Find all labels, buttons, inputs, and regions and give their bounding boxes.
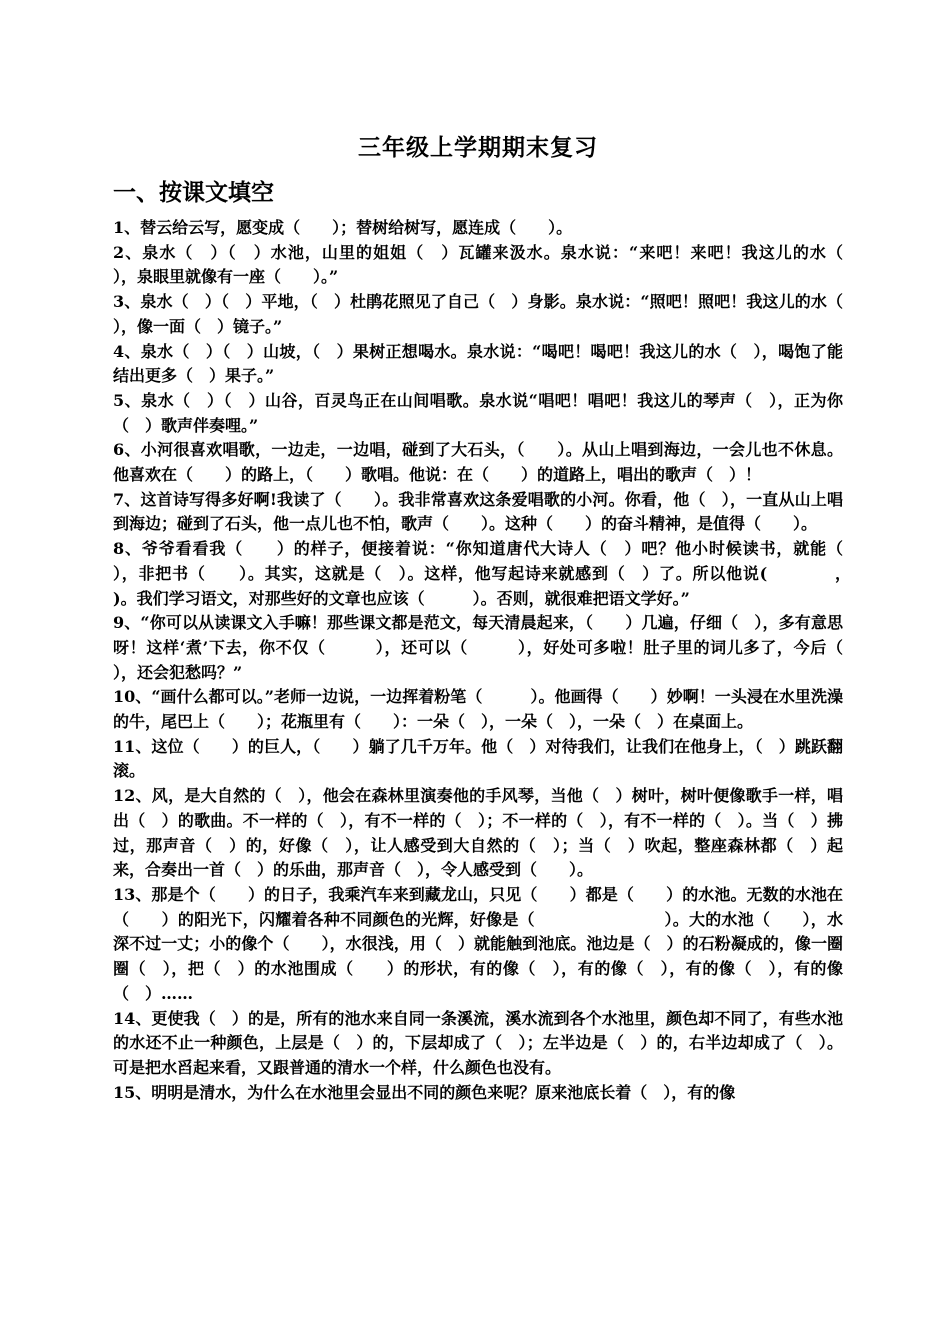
question-item: 2、泉水（ ）（ ）水池，山里的姐姐（ ）瓦罐来汲水。泉水说：“来吧！来吧！我这儿的水（ ），泉眼里就像有一座（ ）。”	[113, 242, 876, 287]
question-item: 9、“你可以从读课文入手嘛！那些课文都是范文，每天清晨起来，（ ）几遍，仔细（ ），多有意思呀！这样‘煮’下去，你不仅（ ），还可以（ ），好处可多啦！肚子里的词儿多了，今后（ ），还会犯愁吗？”	[113, 613, 876, 682]
section-heading: 一、按课文填空	[113, 179, 274, 206]
document-page	[113, 128, 940, 1105]
question-item: 13、那是个（ ）的日子，我乘汽车来到藏龙山，只见（ ）都是（ ）的水池。无数的水池在（ ）的阳光下，闪耀着各种不同颜色的光辉，好像是（ ）。大的水池（ ），水深不过一丈；小的像个（ ），水很浅，用（ ）就能触到池底。池边是（ ）的石粉凝成的，像一圈圈（ ），把（ ）的水池围成（ ）的形状，有的像（ ），有的像（ ），有的像（ ），有的像（ ）……	[113, 884, 843, 1003]
fill-in-question-list	[113, 216, 940, 1105]
question-item: 5、泉水（ ）（ ）山谷，百灵鸟正在山间唱歌。泉水说“唱吧！唱吧！我这儿的琴声（ ），正为你（ ）歌声伴奏哩。”	[113, 390, 843, 435]
question-item: 4、泉水（ ）（ ）山坡，（ ）果树正想喝水。泉水说：“喝吧！喝吧！我这儿的水（ ），喝饱了能结出更多（ ）果子。”	[113, 341, 843, 386]
question-item: 1、替云给云写，愿变成（ ）；替树给树写，愿连成（ ）。	[113, 218, 573, 237]
question-item: 14、更使我（ ）的是，所有的池水来自同一条溪流，溪水流到各个水池里，颜色却不同了，有些水池的水还不止一种颜色，上层是（ ）的，下层却成了（ ）；左半边是（ ）的，右半边却成了（ ）。可是把水舀起来看，又跟普通的清水一个样，什么颜色也没有。	[113, 1008, 843, 1077]
question-item: 15、明明是清水，为什么在水池里会显出不同的颜色来呢？原来池底长着（ ），有的像	[113, 1082, 736, 1102]
question-item: 3、泉水（ ）（ ）平地，（ ）杜鹃花照见了自己（ ）身影。泉水说：“照吧！照吧！我这儿的水（ ），像一面（ ）镜子。”	[113, 292, 876, 336]
document-title: 三年级上学期期末复习	[358, 134, 598, 161]
question-item: 8、爷爷看看我（ ）的样子，便接着说：“你知道唐代大诗人（ ）吧？他小时候读书，就能（ ），非把书（ ）。其实，这就是（ ）。这样，他写起诗来就感到（ ）了。所以他说( ， )。我们学习语文，对那些好的文章也应该（ ）。否则，就很难把语文学好。”	[113, 539, 940, 608]
question-item: 10、“画什么都可以。”老师一边说，一边挥着粉笔（ ）。他画得（ ）妙啊！一头浸在水里洗澡的牛，尾巴上（ ）；花瓶里有（ ）：一朵（ ），一朵（ ），一朵（ ）在桌面上。	[113, 687, 843, 732]
question-item: 7、这首诗写得多好啊!我读了（ ）。我非常喜欢这条爱唱歌的小河。你看，他（ ），一直从山上唱到海边；碰到了石头，他一点儿也不怕，歌声（ ）。这种（ ）的奋斗精神，是值得（ ）。	[113, 489, 843, 534]
question-item: 12、风，是大自然的（ ），他会在森林里演奏他的手风琴，当他（ ）树叶，树叶便像歌手一样，唱出（ ）的歌曲。不一样的（ ），有不一样的（ ）；不一样的（ ），有不一样的（ ）。当（ ）拂过，那声音（ ）的，好像（ ），让人感受到大自然的（ ）；当（ ）吹起，整座森林都（ ）起来，合奏出一首（ ）的乐曲，那声音（ ），令人感受到（ ）。	[113, 786, 843, 880]
question-item: 11、这位（ ）的巨人，（ ）躺了几千万年。他（ ）对待我们，让我们在他身上，（ ）跳跃翻滚。	[113, 736, 843, 781]
question-item: 6、小河很喜欢唱歌，一边走，一边唱，碰到了大石头，（ ）。从山上唱到海边，一会儿也不休息。他喜欢在（ ）的路上，（ ）歌唱。他说：在（ ）的道路上，唱出的歌声（ ）！	[113, 440, 843, 485]
